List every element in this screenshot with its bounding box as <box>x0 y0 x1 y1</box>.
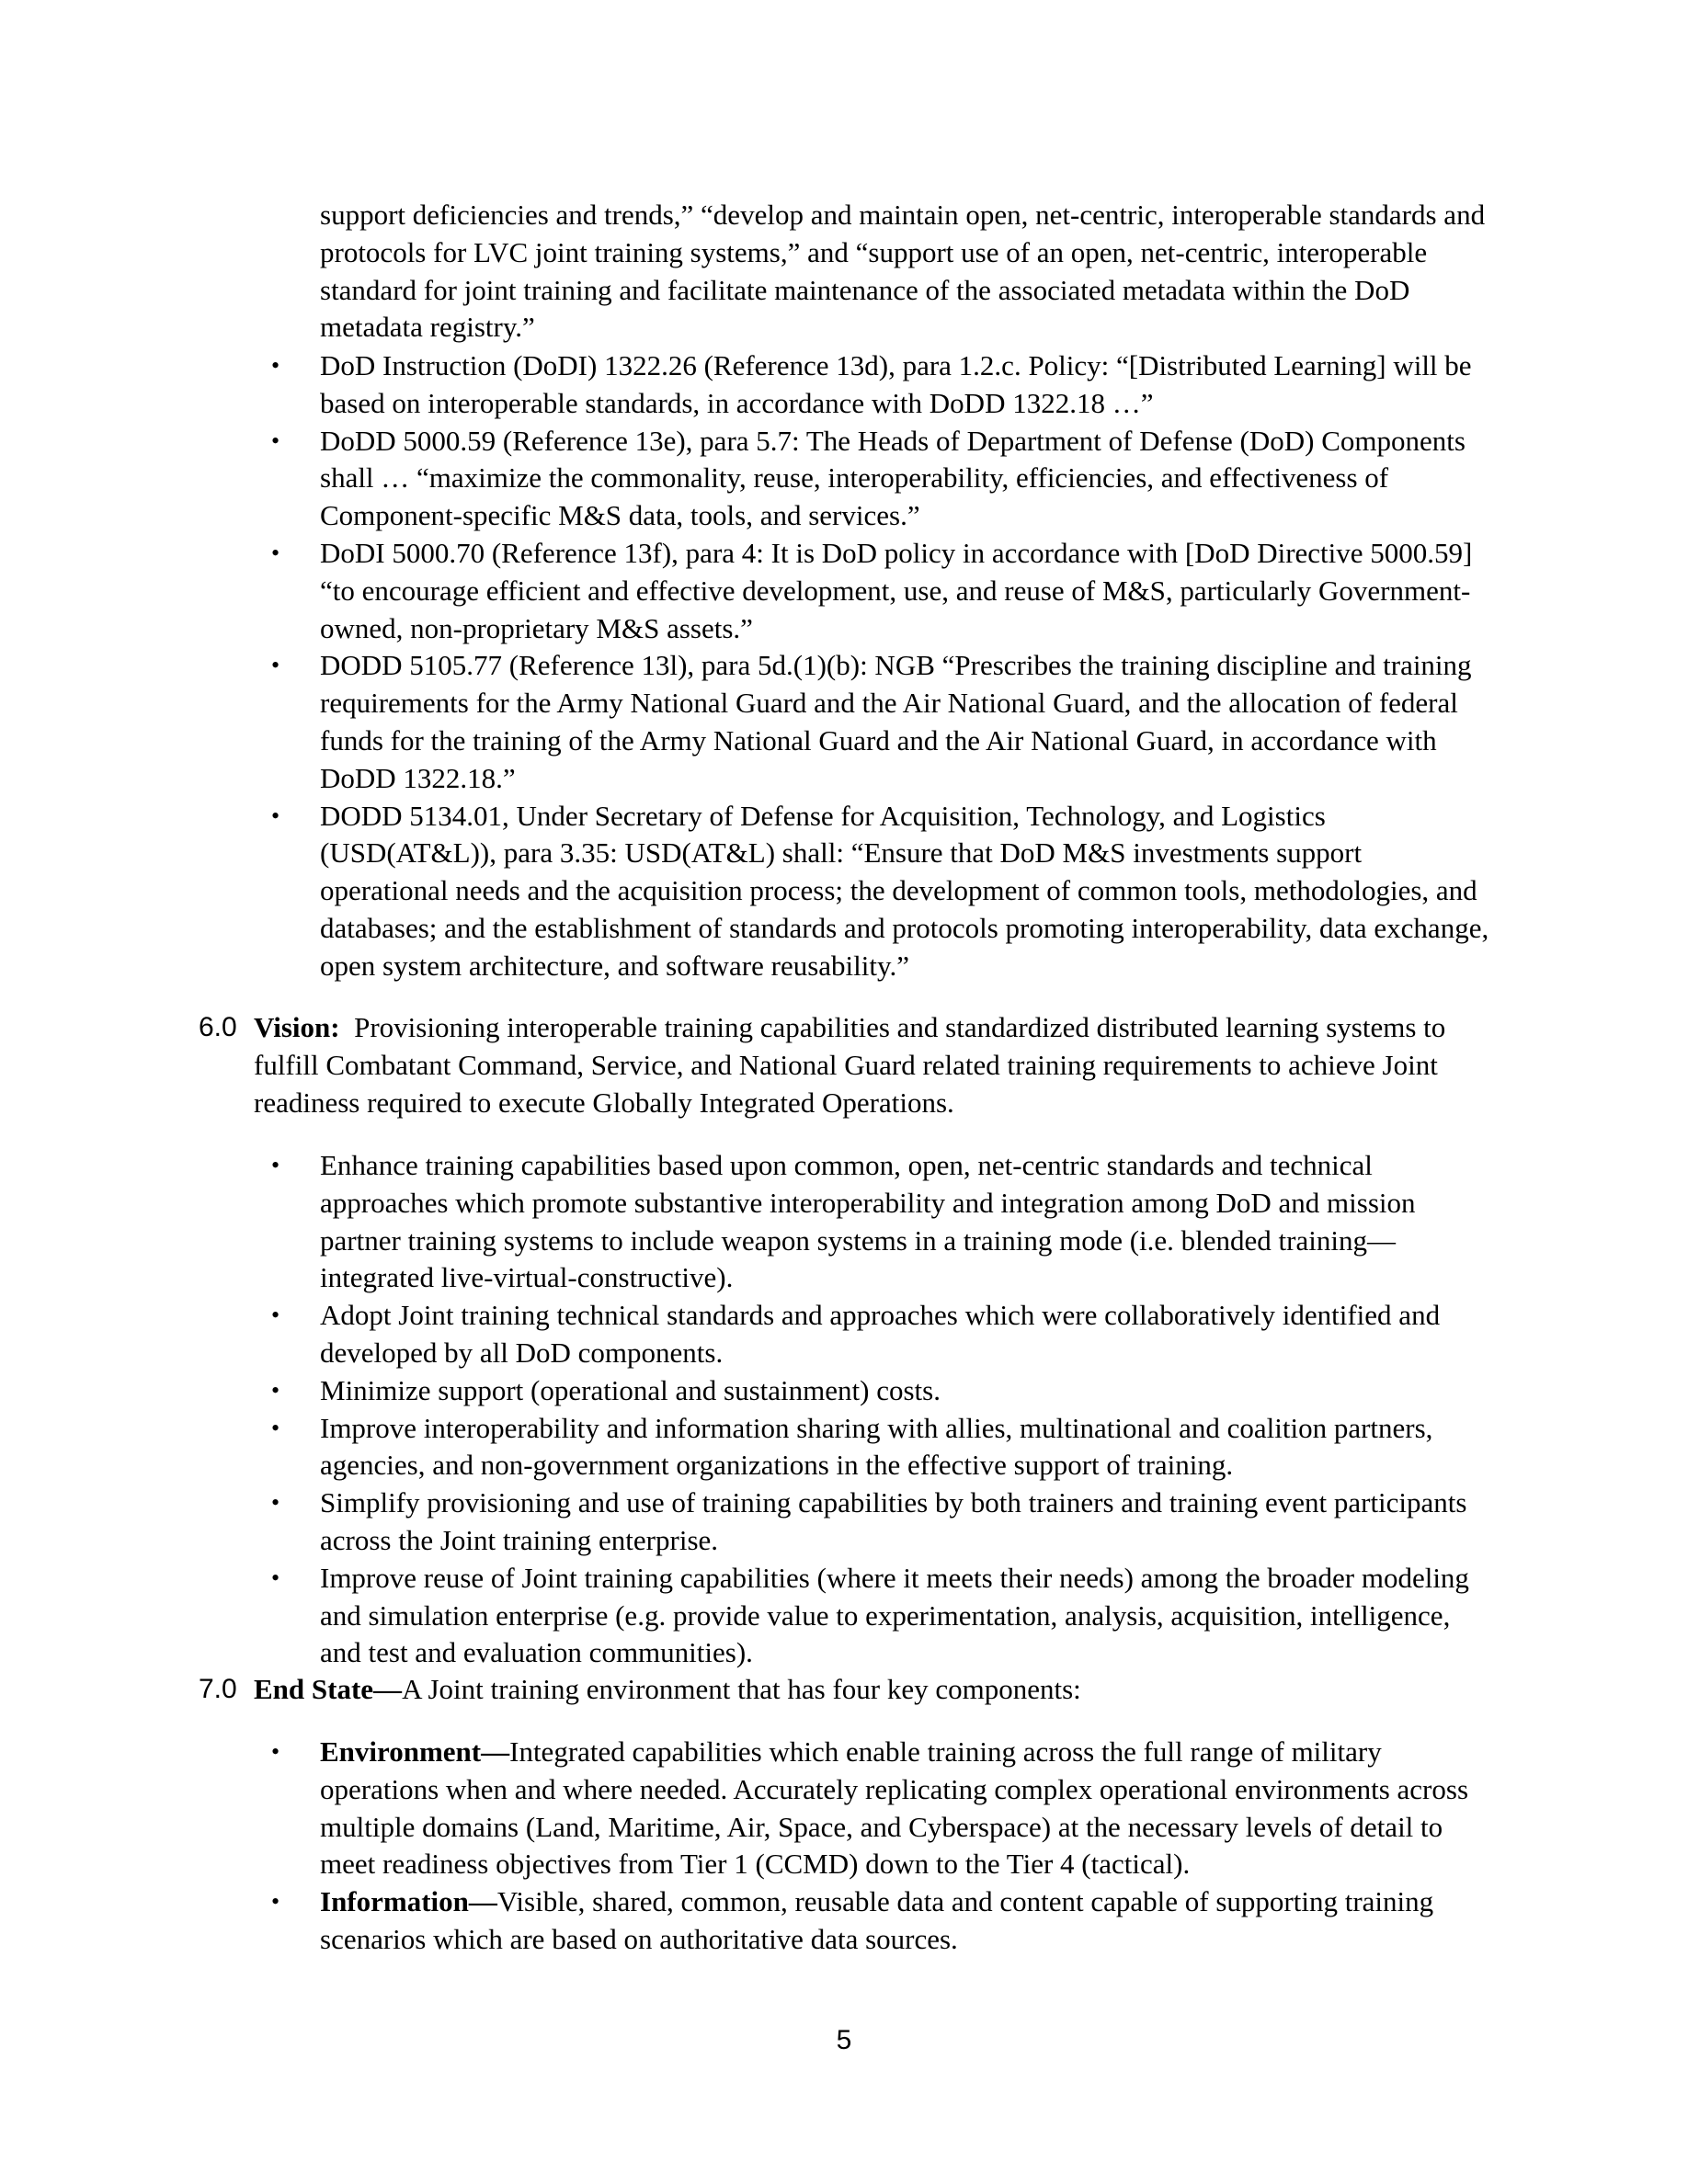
bullet-icon: • <box>271 1376 280 1404</box>
bullet-icon: • <box>271 802 280 829</box>
bullet-icon: • <box>271 1564 280 1591</box>
list-item <box>0 1883 1688 1959</box>
end-state-bullets <box>0 1734 1688 1959</box>
page-number: 5 <box>836 2025 852 2055</box>
section-number: 7.0 <box>199 1674 237 1704</box>
section-heading: Vision: <box>254 1011 340 1043</box>
vision-bullet-text: Improve reuse of Joint training capabilities (where it meets their needs) among the broader modeling and simulation enterprise (e.g. provide value to experimentation, analysis, acquisition, intelligence, and test and evaluation communities). <box>320 1561 1469 1669</box>
references-list <box>0 347 1688 985</box>
reference-item <box>0 535 1688 647</box>
section-number: 6.0 <box>199 1012 237 1042</box>
vision-paragraph <box>254 1009 1500 1121</box>
bullet-icon: • <box>271 1302 280 1329</box>
end-state-bullet <box>320 1734 1492 1883</box>
reference-text: DODD 5105.77 (Reference 13l), para 5d.(1)(b): NGB “Prescribes the training discipline and training requirements for the Army National Guard and the Air National Guard, and the allocation of federal funds for the training of the Army National Guard and the Air National Guard, in accordance with DoDD 1322.18.” <box>320 649 1472 794</box>
section-heading: End State— <box>254 1673 403 1705</box>
list-item <box>0 1297 1688 1372</box>
vision-text: Provisioning interoperable training capabilities and standardized distributed learning systems to fulfill Combatant Command, Service, and National Guard related training requirements to achieve Joint readiness required to execute Globally Integrated Operations. <box>254 1011 1446 1119</box>
bullet-icon: • <box>271 1414 280 1441</box>
reference-item <box>0 647 1688 797</box>
reference-text: DoDD 5000.59 (Reference 13e), para 5.7: The Heads of Department of Defense (DoD) Components shall … “maximize the commonality, reuse, interoperability, efficiencies, and effectiveness of Component-specific M&S data, tools, and services.” <box>320 424 1466 532</box>
bullet-icon: • <box>271 1489 280 1517</box>
reference-item <box>0 347 1688 423</box>
list-item <box>0 1410 1688 1485</box>
bullet-description: Integrated capabilities which enable training across the full range of military operations when and where needed. Accurately replicating complex operational environments across multiple domains (Land, Maritime, Air, Space, and Cyberspace) at the necessary levels of detail to meet readiness objectives from Tier 1 (CCMD) down to the Tier 4 (tactical). <box>320 1735 1469 1881</box>
vision-bullets <box>0 1147 1688 1672</box>
continuation-paragraph: support deficiencies and trends,” “develop and maintain open, net-centric, interoperable standards and protocols for LVC joint training systems,” and “support use of an open, net-centric, interoperable standard for joint training and facilitate maintenance of the associated metadata within the DoD metadata registry.” <box>320 199 1486 344</box>
vision-bullet-text: Adopt Joint training technical standards and approaches which were collaboratively identified and developed by all DoD components. <box>320 1299 1441 1369</box>
end-state-text: A Joint training environment that has four key components: <box>402 1673 1081 1705</box>
bullet-icon: • <box>271 1738 280 1765</box>
bullet-icon: • <box>271 1888 280 1916</box>
bullet-icon: • <box>271 352 280 379</box>
vision-bullet-text: Improve interoperability and information sharing with allies, multinational and coalition partners, agencies, and non-government organizations in the effective support of training. <box>320 1411 1433 1482</box>
reference-text: DoD Instruction (DoDI) 1322.26 (Reference 13d), para 1.2.c. Policy: “[Distributed Learning] will be based on interoperable standards, in accordance with DoDD 1322.18 …” <box>320 349 1472 419</box>
bullet-description: Visible, shared, common, reusable data and content capable of supporting training scenarios which are based on authoritative data sources. <box>320 1885 1434 1955</box>
end-state-bullet <box>320 1883 1492 1959</box>
bullet-icon: • <box>271 1152 280 1178</box>
bullet-term: Environment— <box>320 1735 510 1768</box>
list-item <box>0 1147 1688 1297</box>
end-state-paragraph <box>254 1671 1500 1709</box>
reference-item <box>0 798 1688 985</box>
vision-bullet-text: Minimize support (operational and sustainment) costs. <box>320 1373 941 1406</box>
list-item <box>0 1372 1688 1410</box>
bullet-term: Information— <box>320 1885 497 1918</box>
vision-bullet-text: Simplify provisioning and use of training capabilities by both trainers and training event participants across the Joint training enterprise. <box>320 1486 1467 1556</box>
reference-text: DODD 5134.01, Under Secretary of Defense for Acquisition, Technology, and Logistics (USD(AT&L)), para 3.35: USD(AT&L) shall: “Ensure that DoD M&S investments support operational needs and the acquisition process; the development of common tools, methodologies, and databases; and the establishment of standards and protocols promoting interoperability, data exchange, open system architecture, and software reusability.” <box>320 799 1489 982</box>
list-item <box>0 1734 1688 1883</box>
bullet-icon: • <box>271 652 280 679</box>
list-item <box>0 1484 1688 1560</box>
bullet-icon: • <box>271 427 280 454</box>
reference-item <box>0 423 1688 535</box>
bullet-icon: • <box>271 539 280 566</box>
vision-bullet-text: Enhance training capabilities based upon common, open, net-centric standards and technical approaches which promote substantive interoperability and integration among DoD and mission partner training systems to include weapon systems in a training mode (i.e. blended training—integrated live-virtual-constructive). <box>320 1149 1416 1294</box>
list-item <box>0 1560 1688 1672</box>
reference-text: DoDI 5000.70 (Reference 13f), para 4: It is DoD policy in accordance with [DoD Directive 5000.59] “to encourage efficient and effective development, use, and reuse of M&S, particularly Government-owned, non-proprietary M&S assets.” <box>320 536 1473 644</box>
